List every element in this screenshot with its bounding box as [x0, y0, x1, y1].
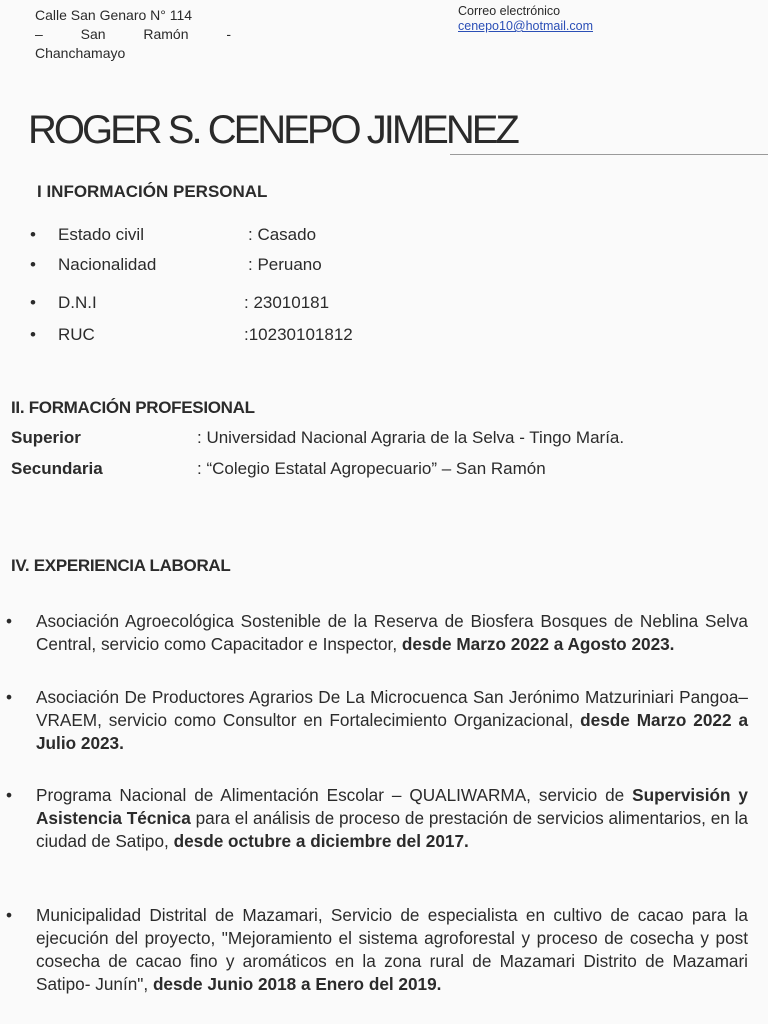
email-label: Correo electrónico	[458, 4, 561, 18]
experience-item	[6, 610, 748, 656]
education-label: Secundaria	[11, 459, 103, 478]
contact-block	[458, 4, 593, 34]
experience-text: Municipalidad Distrital de Mazamari, Servicio de especialista en cultivo de cacao para la ejecución del proyecto, "Mejoramiento el sistema agroforestal y proceso de cosecha y post cosecha de cacao fino y aromáticos en la zona rural de Mazamari Distrito de Mazamari Satipo- Junín",	[36, 905, 748, 994]
bullet-icon: •	[6, 687, 13, 707]
section-heading-personal: I INFORMACIÓN PERSONAL	[37, 182, 268, 201]
education-value: : “Colegio Estatal Agropecuario” – San Ramón	[197, 459, 546, 478]
address-block	[35, 6, 231, 63]
bullet-icon: •	[6, 611, 13, 631]
bullet-icon: •	[30, 325, 36, 344]
experience-role: Supervisión y Asistencia Técnica	[36, 785, 748, 828]
education-label: Superior	[11, 428, 81, 447]
address-line: – San Ramón -	[35, 26, 231, 42]
address-line: Calle San Genaro N° 114	[35, 7, 193, 23]
experience-text: Asociación Agroecológica Sostenible de la Reserva de Biosfera Bosques de Neblina Selva Central, servicio como Capacitador e Inspector,	[36, 611, 748, 654]
bullet-icon: •	[6, 785, 13, 805]
education-value: : Universidad Nacional Agraria de la Selva - Tingo María.	[197, 428, 625, 447]
experience-text: Asociación De Productores Agrarios De La Microcuenca San Jerónimo Matzuriniari Pangoa– VRAEM, servicio como Consultor en Fortalecimiento Organizacional,	[36, 687, 748, 730]
experience-item	[6, 686, 749, 755]
experience-text: Programa Nacional de Alimentación Escolar – QUALIWARMA, servicio de	[36, 785, 625, 805]
experience-text: para el análisis de proceso de prestación de servicios alimentarios, en la ciudad de Satipo,	[36, 808, 748, 851]
email-link[interactable]: cenepo10@hotmail.com	[458, 19, 593, 33]
experience-item	[6, 904, 748, 996]
name-underline	[450, 154, 768, 155]
info-label: Nacionalidad	[58, 255, 157, 274]
section-heading-education: II. FORMACIÓN PROFESIONAL	[11, 398, 255, 417]
info-value: : Peruano	[248, 255, 322, 274]
experience-dates: desde Junio 2018 a Enero del 2019.	[152, 974, 442, 994]
bullet-icon: •	[6, 905, 13, 925]
bullet-icon: •	[30, 293, 36, 312]
address-line: Chanchamayo	[35, 45, 126, 61]
info-value: :10230101812	[244, 325, 353, 344]
info-label: D.N.I	[58, 293, 97, 312]
experience-dates: desde Marzo 2022 a Julio 2023.	[36, 710, 749, 753]
bullet-icon: •	[30, 225, 36, 244]
experience-item	[6, 784, 748, 853]
info-label: RUC	[58, 325, 95, 344]
info-label: Estado civil	[58, 225, 144, 244]
experience-dates: desde Marzo 2022 a Agosto 2023.	[401, 634, 675, 654]
bullet-icon: •	[30, 255, 36, 274]
info-value: : 23010181	[244, 293, 330, 312]
section-heading-experience: IV. EXPERIENCIA LABORAL	[11, 556, 231, 575]
candidate-name: ROGER S. CENEPO JIMENEZ	[28, 108, 517, 152]
experience-dates: desde octubre a diciembre del 2017.	[173, 831, 469, 851]
info-value: : Casado	[248, 225, 317, 244]
